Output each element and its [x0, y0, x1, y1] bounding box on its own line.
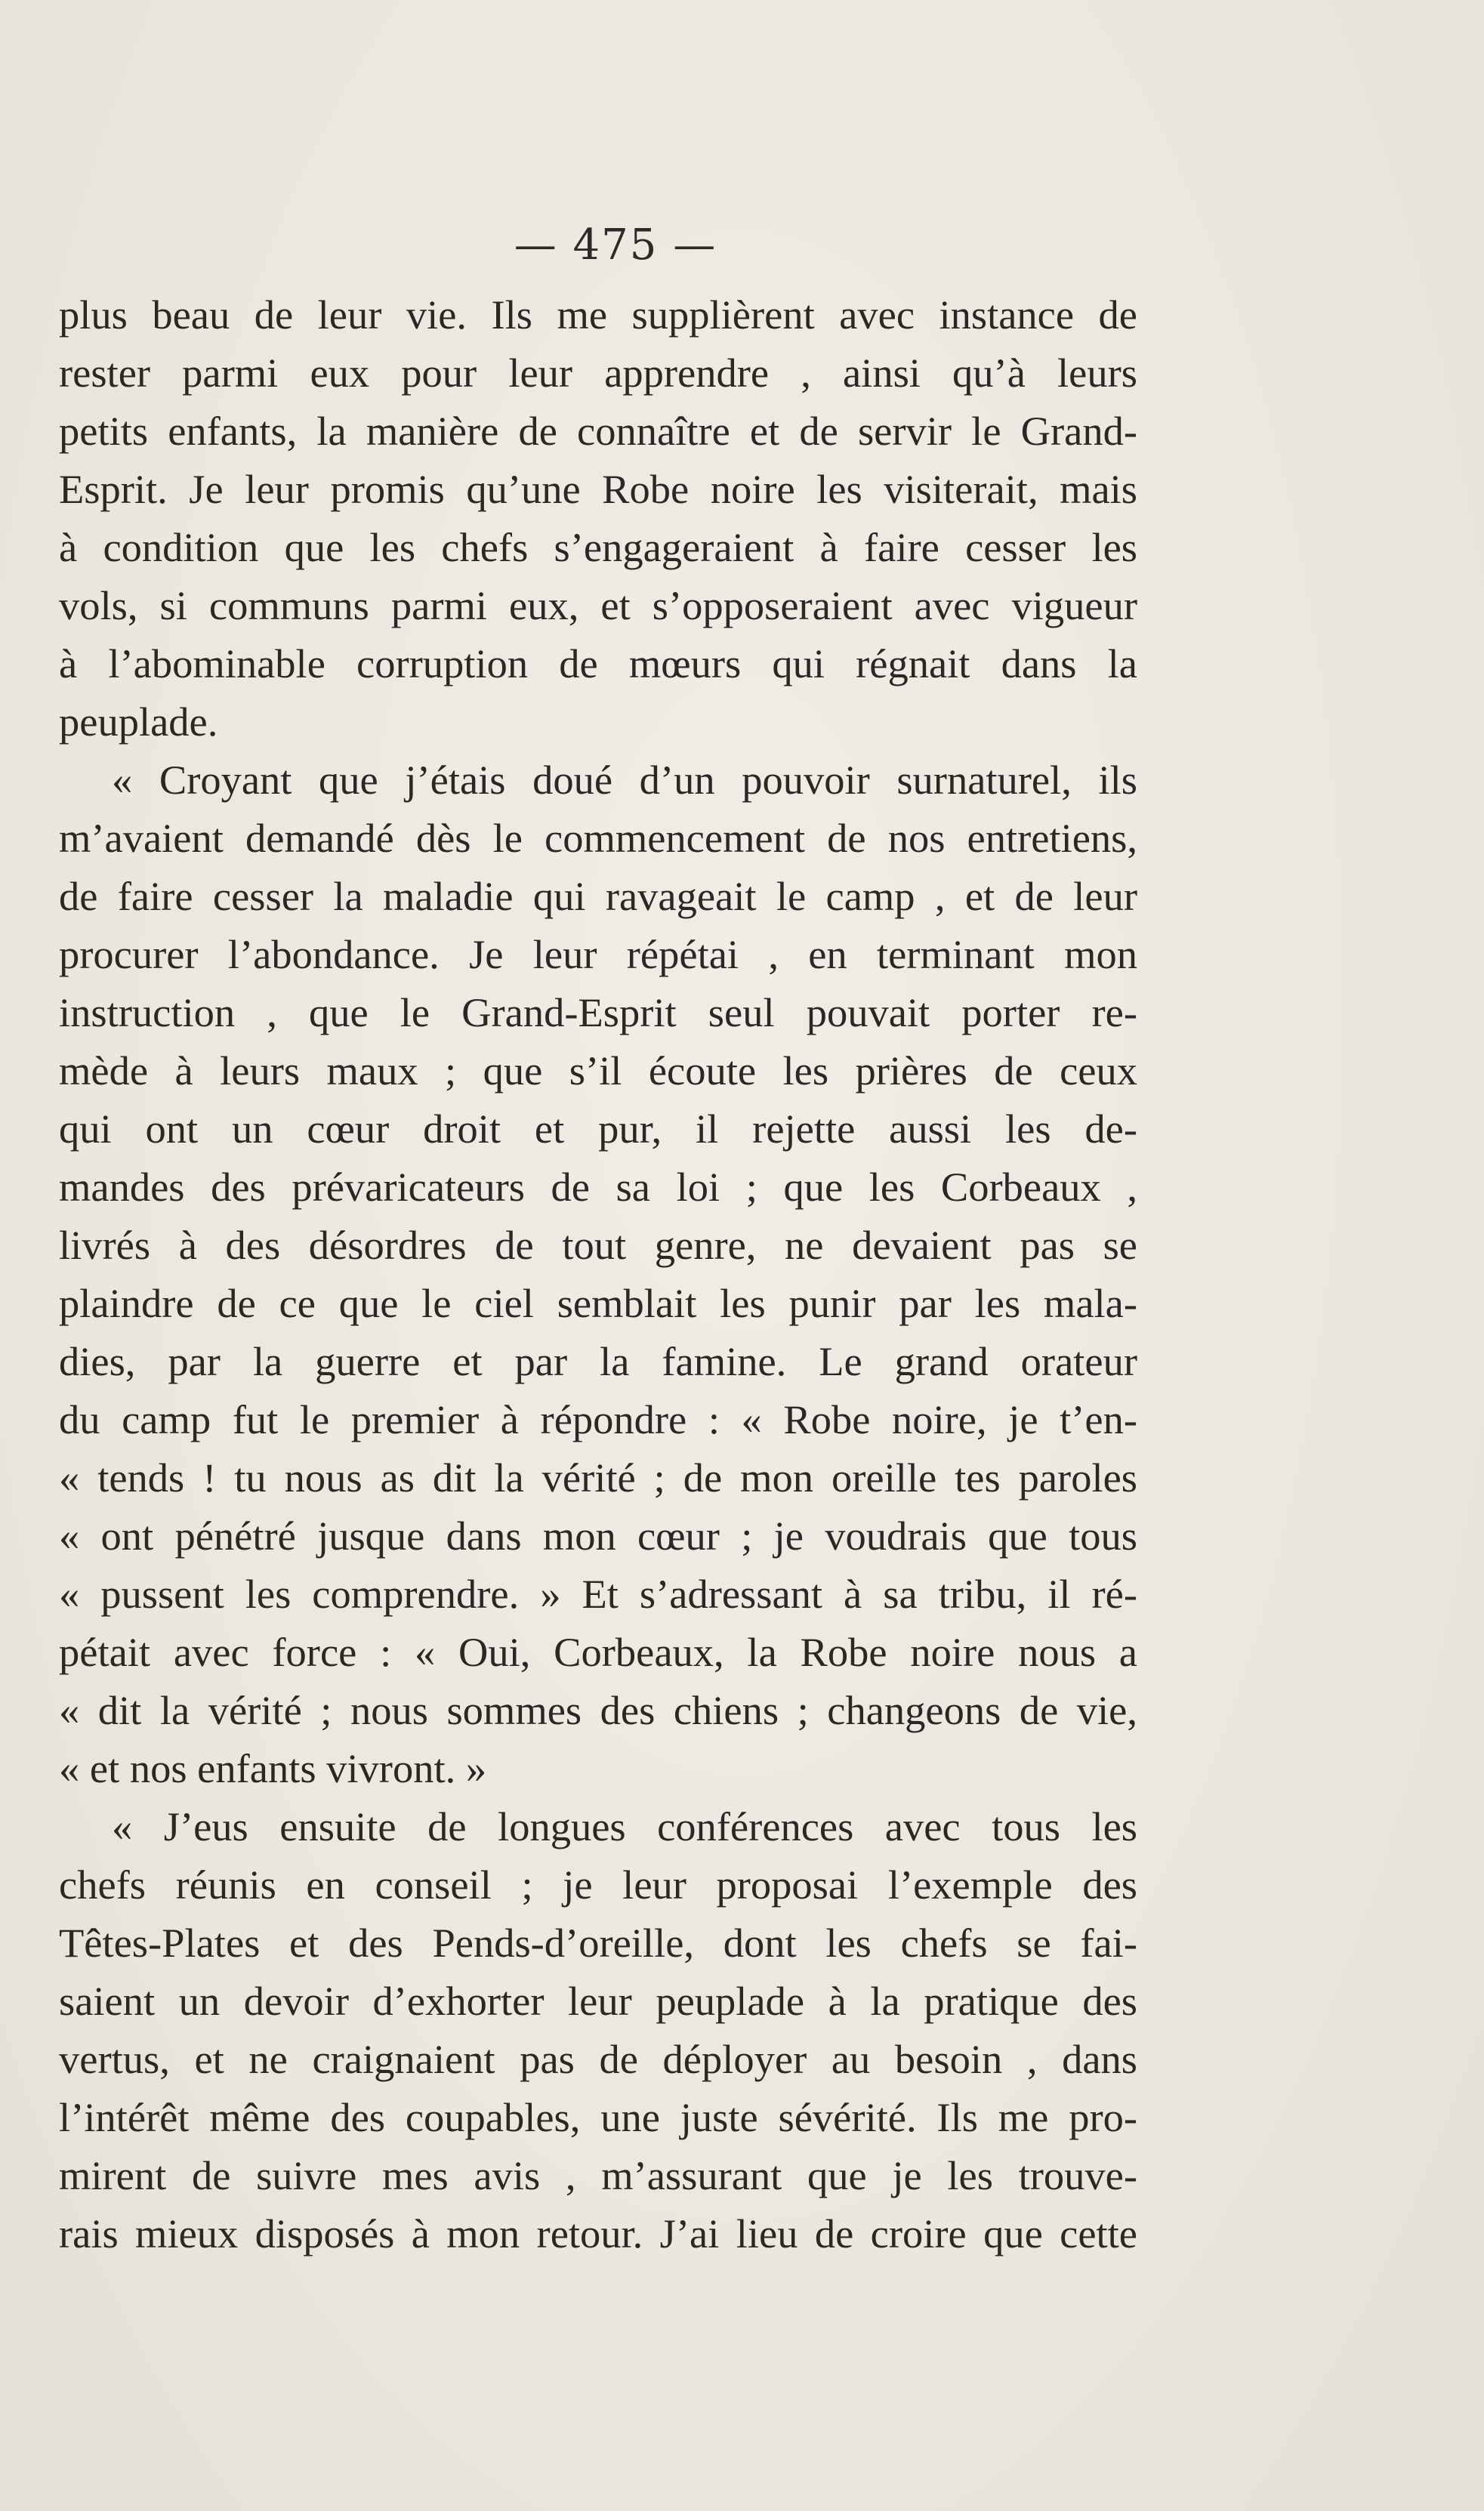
text-line: dies, par la guerre et par la famine. Le grand orateur	[59, 1338, 1137, 1384]
text-line: plus beau de leur vie. Ils me supplièrent avec instance de	[59, 292, 1137, 338]
text-line: Esprit. Je leur promis qu’une Robe noire les visiterait, mais	[59, 466, 1137, 512]
text-line: à l’abominable corruption de mœurs qui régnait dans la	[59, 640, 1137, 686]
text-line: instruction , que le Grand-Esprit seul pouvait porter re-	[59, 989, 1137, 1035]
paragraph-end-line: « et nos enfants vivront. »	[59, 1745, 487, 1791]
text-line: mède à leurs maux ; que s’il écoute les prières de ceux	[59, 1047, 1137, 1094]
text-line: « ont pénétré jusque dans mon cœur ; je voudrais que tous	[59, 1513, 1137, 1559]
text-line: « dit la vérité ; nous sommes des chiens ; changeons de vie,	[59, 1687, 1137, 1733]
text-line: Têtes-Plates et des Pends-d’oreille, dont les chefs se fai-	[59, 1920, 1137, 1966]
text-line: livrés à des désordres de tout genre, ne devaient pas se	[59, 1222, 1137, 1268]
text-line: l’intérêt même des coupables, une juste sévérité. Ils me pro-	[59, 2094, 1137, 2140]
text-line: du camp fut le premier à répondre : « Robe noire, je t’en-	[59, 1396, 1137, 1442]
paragraph-start-line: « Croyant que j’étais doué d’un pouvoir surnaturel, ils	[112, 757, 1137, 803]
paragraph-start-line: « J’eus ensuite de longues conférences avec tous les	[112, 1803, 1137, 1849]
text-line: qui ont un cœur droit et pur, il rejette aussi les de-	[59, 1106, 1137, 1152]
text-line: plaindre de ce que le ciel semblait les punir par les mala-	[59, 1280, 1137, 1326]
text-line: vertus, et ne craignaient pas de déployer au besoin , dans	[59, 2036, 1137, 2082]
text-line: de faire cesser la maladie qui ravageait le camp , et de leur	[59, 873, 1137, 919]
page-number: — 475 —	[514, 221, 717, 270]
text-line: rais mieux disposés à mon retour. J’ai lieu de croire que cette	[59, 2210, 1137, 2257]
text-line: à condition que les chefs s’engageraient à faire cesser les	[59, 524, 1137, 570]
text-line: mandes des prévaricateurs de sa loi ; que les Corbeaux ,	[59, 1164, 1137, 1210]
text-line: saient un devoir d’exhorter leur peuplade à la pratique des	[59, 1978, 1137, 2024]
text-line: petits enfants, la manière de connaître et de servir le Grand-	[59, 408, 1137, 454]
text-line: « pussent les comprendre. » Et s’adressant à sa tribu, il ré-	[59, 1571, 1137, 1617]
text-line: vols, si communs parmi eux, et s’opposeraient avec vigueur	[59, 582, 1137, 628]
paragraph-end-line: peuplade.	[59, 699, 218, 745]
text-line: rester parmi eux pour leur apprendre , ainsi qu’à leurs	[59, 350, 1137, 396]
text-line: « tends ! tu nous as dit la vérité ; de mon oreille tes paroles	[59, 1454, 1137, 1501]
text-line: chefs réunis en conseil ; je leur proposai l’exemple des	[59, 1862, 1137, 1908]
text-line: pétait avec force : « Oui, Corbeaux, la Robe noire nous a	[59, 1629, 1137, 1675]
text-line: m’avaient demandé dès le commencement de nos entretiens,	[59, 815, 1137, 861]
body-text	[59, 285, 1137, 2263]
text-line: mirent de suivre mes avis , m’assurant que je les trouve-	[59, 2152, 1137, 2198]
text-line: procurer l’abondance. Je leur répétai , en terminant mon	[59, 931, 1137, 977]
